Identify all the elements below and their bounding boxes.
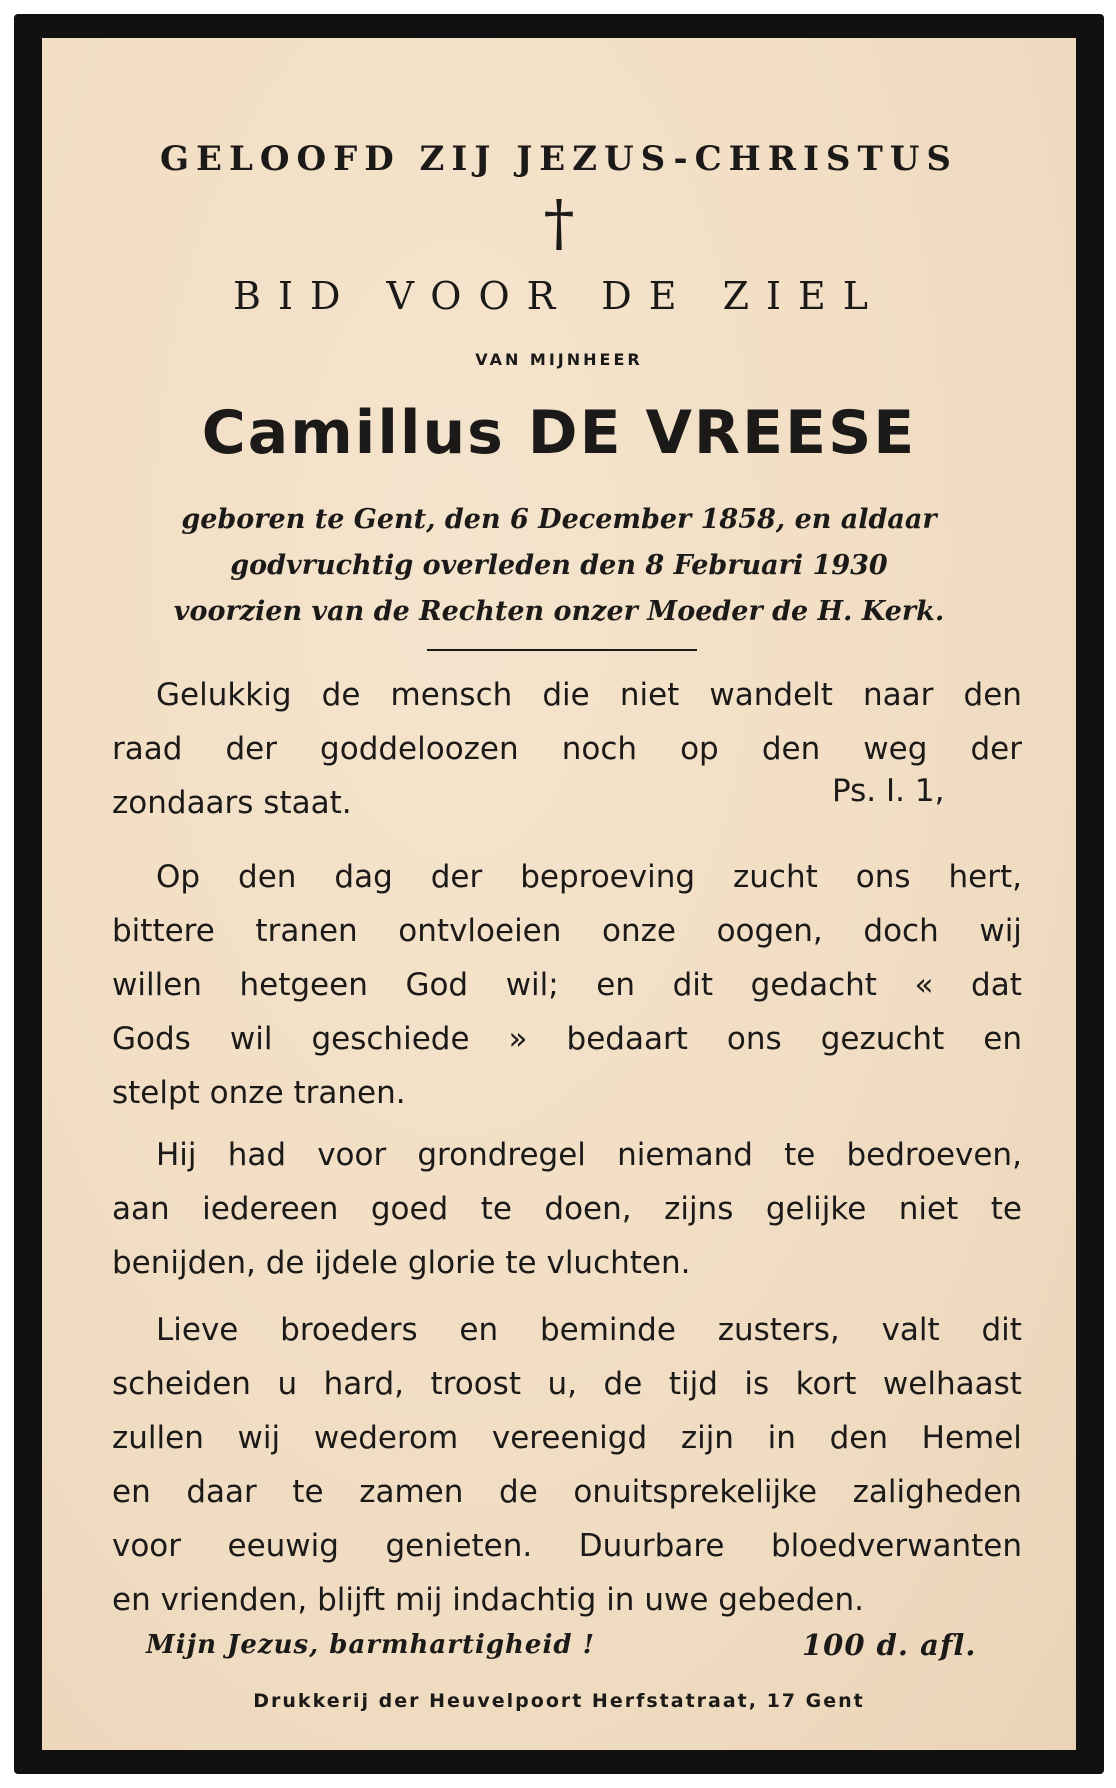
paragraph-4	[112, 1303, 1022, 1627]
paragraph-3	[112, 1128, 1022, 1290]
paragraph-line: raad der goddeloozen noch op den weg der	[112, 731, 1022, 767]
printer-line: Drukkerij der Heuvelpoort Herfstatraat, 17 Gent	[253, 1690, 865, 1712]
paragraph-line: willen hetgeen God wil; en dit gedacht « dat	[112, 967, 1022, 1003]
invocation: Mijn Jezus, barmhartigheid !	[146, 1630, 595, 1660]
cross-icon: †	[543, 186, 575, 259]
paragraph-line: Gelukkig de mensch die niet wandelt naar den	[156, 677, 1022, 713]
paragraph-line: en vrienden, blijft mij indachtig in uwe gebeden.	[112, 1582, 864, 1618]
paragraph-line: bittere tranen ontvloeien onze oogen, doch wij	[112, 913, 1022, 949]
birth-line-1: geboren te Gent, den 6 December 1858, en aldaar	[181, 504, 937, 535]
paragraph-line: zullen wij wederom vereenigd zijn in den Hemel	[112, 1420, 1022, 1456]
paragraph-line: en daar te zamen de onuitsprekelijke zaligheden	[112, 1474, 1022, 1510]
prayer-heading: BID VOOR DE ZIEL	[233, 274, 885, 318]
paragraph-line: Lieve broeders en beminde zusters, valt dit	[156, 1312, 1022, 1348]
birth-line-3: voorzien van de Rechten onzer Moeder de H. Kerk.	[173, 596, 945, 627]
memorial-card-border	[14, 14, 1104, 1774]
paragraph-line: Gods wil geschiede » bedaart ons gezucht en	[112, 1021, 1022, 1057]
paragraph-line: aan iedereen goed te doen, zijns gelijke niet te	[112, 1191, 1022, 1227]
paragraph-line: voor eeuwig genieten. Duurbare bloedverwanten	[112, 1528, 1022, 1564]
indulgence: 100 d. afl.	[802, 1628, 977, 1662]
paragraph-line: scheiden u hard, troost u, de tijd is kort welhaast	[112, 1366, 1022, 1402]
paragraph-line: benijden, de ijdele glorie te vluchten.	[112, 1245, 691, 1281]
deceased-name: Camillus DE VREESE	[201, 398, 917, 468]
divider-rule	[427, 649, 697, 651]
birth-line-2: godvruchtig overleden den 8 Februari 1930	[230, 550, 888, 581]
header-text: GELOOFD ZIJ JEZUS-CHRISTUS	[160, 139, 958, 179]
memorial-card	[42, 38, 1076, 1750]
paragraph-2	[112, 850, 1022, 1120]
psalm-reference: Ps. I. 1,	[832, 773, 945, 809]
paragraph-line: stelpt onze tranen.	[112, 1075, 406, 1111]
paragraph-line: Op den dag der beproeving zucht ons hert,	[156, 859, 1022, 895]
van-mijnheer: VAN MIJNHEER	[475, 350, 643, 369]
paragraph-line: Hij had voor grondregel niemand te bedroeven,	[156, 1137, 1022, 1173]
paragraph-line: zondaars staat.	[112, 785, 352, 821]
